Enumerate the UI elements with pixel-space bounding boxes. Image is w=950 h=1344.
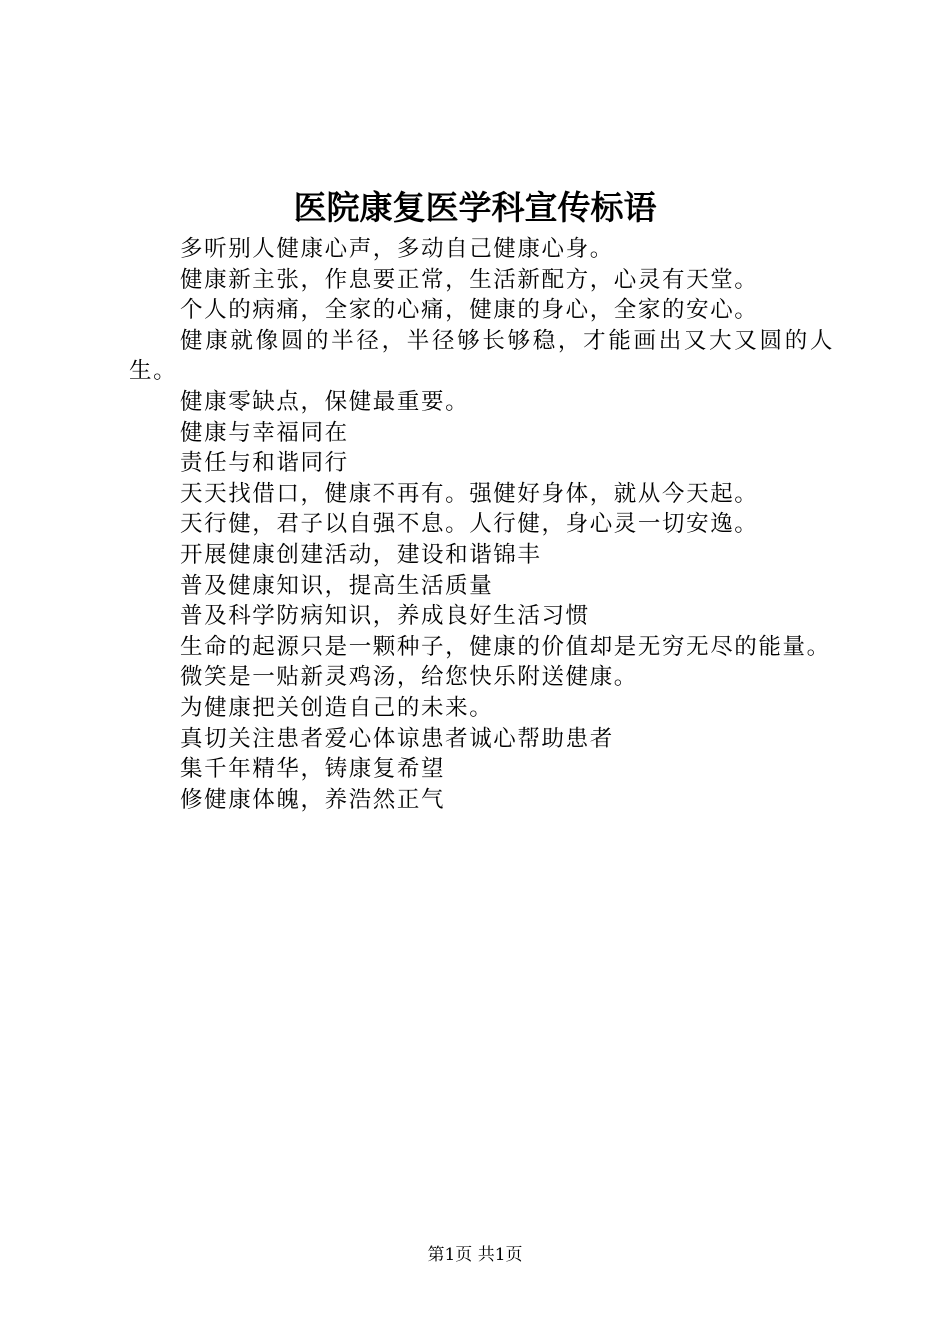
paragraph: 健康新主张，作息要正常，生活新配方，心灵有天堂。	[180, 266, 759, 293]
paragraph: 健康就像圆的半径，半径够长够稳，才能画出又大又圆的人生。	[129, 327, 834, 385]
paragraph: 修健康体魄，养浩然正气	[180, 786, 446, 813]
paragraph: 真切关注患者爱心体谅患者诚心帮助患者	[180, 725, 614, 752]
paragraph: 集千年精华，铸康复希望	[180, 756, 446, 783]
paragraph: 开展健康创建活动，建设和谐锦丰	[180, 541, 542, 568]
paragraph: 个人的病痛，全家的心痛，健康的身心，全家的安心。	[180, 297, 759, 324]
paragraph: 为健康把关创造自己的未来。	[180, 694, 494, 721]
paragraph: 生命的起源只是一颗种子，健康的价值却是无穷无尽的能量。	[180, 633, 831, 660]
paragraph: 普及健康知识，提高生活质量	[180, 572, 494, 599]
paragraph: 天天找借口，健康不再有。强健好身体，就从今天起。	[180, 480, 759, 507]
paragraph: 责任与和谐同行	[180, 450, 349, 477]
page-title: 医院康复医学科宣传标语	[293, 188, 657, 227]
paragraph: 普及科学防病知识，养成良好生活习惯	[180, 603, 590, 630]
paragraph: 多听别人健康心声，多动自己健康心身。	[180, 236, 614, 262]
page-footer: 第1页 共1页	[427, 1245, 523, 1265]
paragraph: 天行健，君子以自强不息。人行健，身心灵一切安逸。	[180, 511, 759, 538]
body-text	[129, 234, 834, 815]
paragraph: 微笑是一贴新灵鸡汤，给您快乐附送健康。	[180, 664, 638, 691]
paragraph: 健康零缺点，保健最重要。	[180, 388, 470, 415]
paragraph: 健康与幸福同在	[180, 419, 349, 446]
